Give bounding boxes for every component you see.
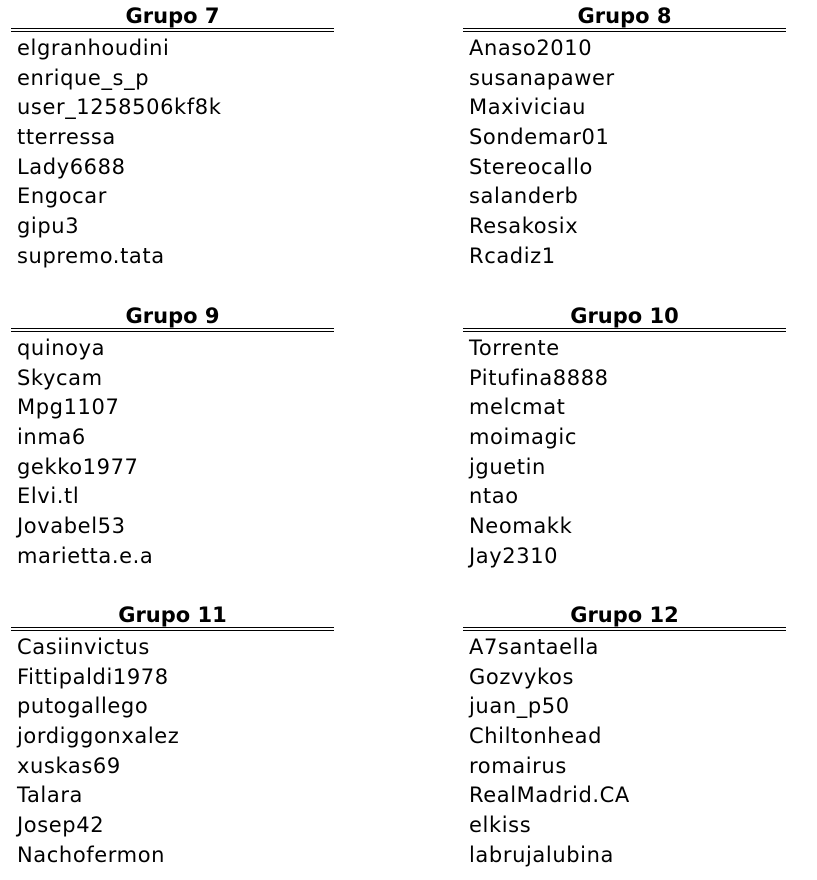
list-item: jguetin [469, 454, 546, 479]
list-item: moimagic [469, 425, 577, 450]
list-item: Neomakk [469, 514, 573, 539]
member-list [11, 34, 334, 272]
group-title: Grupo 7 [125, 4, 220, 28]
list-item: Engocar [17, 184, 108, 209]
list-item: Skycam [17, 365, 103, 390]
list-item: gipu3 [17, 214, 80, 239]
member-list [463, 334, 786, 572]
list-item: Jay2310 [469, 543, 559, 568]
list-item: Casiinvictus [17, 635, 150, 659]
list-item: elkiss [469, 813, 532, 838]
list-item: Elvi.tl [17, 484, 80, 509]
member-list [463, 633, 786, 871]
list-item: gekko1977 [17, 454, 139, 479]
list-item: elgranhoudini [17, 36, 170, 60]
list-item: quinoya [17, 336, 106, 360]
list-item: enrique_s_p [17, 65, 150, 90]
list-item: A7santaella [469, 635, 600, 659]
list-item: Gozvykos [469, 664, 575, 689]
list-item: Mpg1107 [17, 395, 120, 420]
list-item: Pitufina8888 [469, 365, 609, 390]
title-double-rule [11, 28, 334, 32]
list-item: Rcadiz1 [469, 243, 556, 268]
group-title: Grupo 12 [570, 603, 679, 627]
title-double-rule [463, 627, 786, 631]
list-item: Torrente [469, 336, 560, 360]
group-title: Grupo 8 [577, 4, 672, 28]
member-list [463, 34, 786, 272]
list-item: Fittipaldi1978 [17, 664, 169, 689]
group-title: Grupo 11 [118, 603, 227, 627]
list-item: tterressa [17, 125, 116, 150]
group-11 [11, 603, 334, 871]
list-item: inma6 [17, 425, 86, 450]
list-item: supremo.tata [17, 243, 165, 268]
list-item: RealMadrid.CA [469, 783, 630, 808]
group-8 [463, 4, 786, 272]
group-title: Grupo 9 [125, 304, 220, 328]
title-double-rule [11, 627, 334, 631]
list-item: juan_p50 [469, 694, 570, 719]
group-10 [463, 304, 786, 572]
list-item: romairus [469, 753, 567, 778]
member-list [11, 633, 334, 871]
member-list [11, 334, 334, 572]
list-item: Chiltonhead [469, 724, 603, 749]
list-item: Anaso2010 [469, 36, 593, 60]
list-item: Josep42 [17, 813, 105, 838]
list-item: marietta.e.a [17, 543, 154, 568]
title-double-rule [463, 28, 786, 32]
list-item: jordiggonxalez [17, 724, 180, 749]
list-item: labrujalubina [469, 842, 614, 867]
list-item: xuskas69 [17, 753, 121, 778]
list-item: salanderb [469, 184, 579, 209]
list-item: Stereocallo [469, 154, 593, 179]
list-item: Maxiviciau [469, 95, 587, 120]
list-item: user_1258506kf8k [17, 95, 222, 120]
list-item: melcmat [469, 395, 566, 420]
list-item: susanapawer [469, 65, 615, 90]
group-12 [463, 603, 786, 871]
list-item: Resakosix [469, 214, 579, 239]
group-7 [11, 4, 334, 272]
list-item: Lady6688 [17, 154, 126, 179]
title-double-rule [11, 328, 334, 332]
title-double-rule [463, 328, 786, 332]
list-item: Talara [17, 783, 84, 808]
list-item: putogallego [17, 694, 149, 719]
list-item: Nachofermon [17, 842, 166, 867]
group-9 [11, 304, 334, 572]
list-item: ntao [469, 484, 519, 509]
list-item: Sondemar01 [469, 125, 610, 150]
group-title: Grupo 10 [570, 304, 679, 328]
list-item: Jovabel53 [17, 514, 126, 539]
